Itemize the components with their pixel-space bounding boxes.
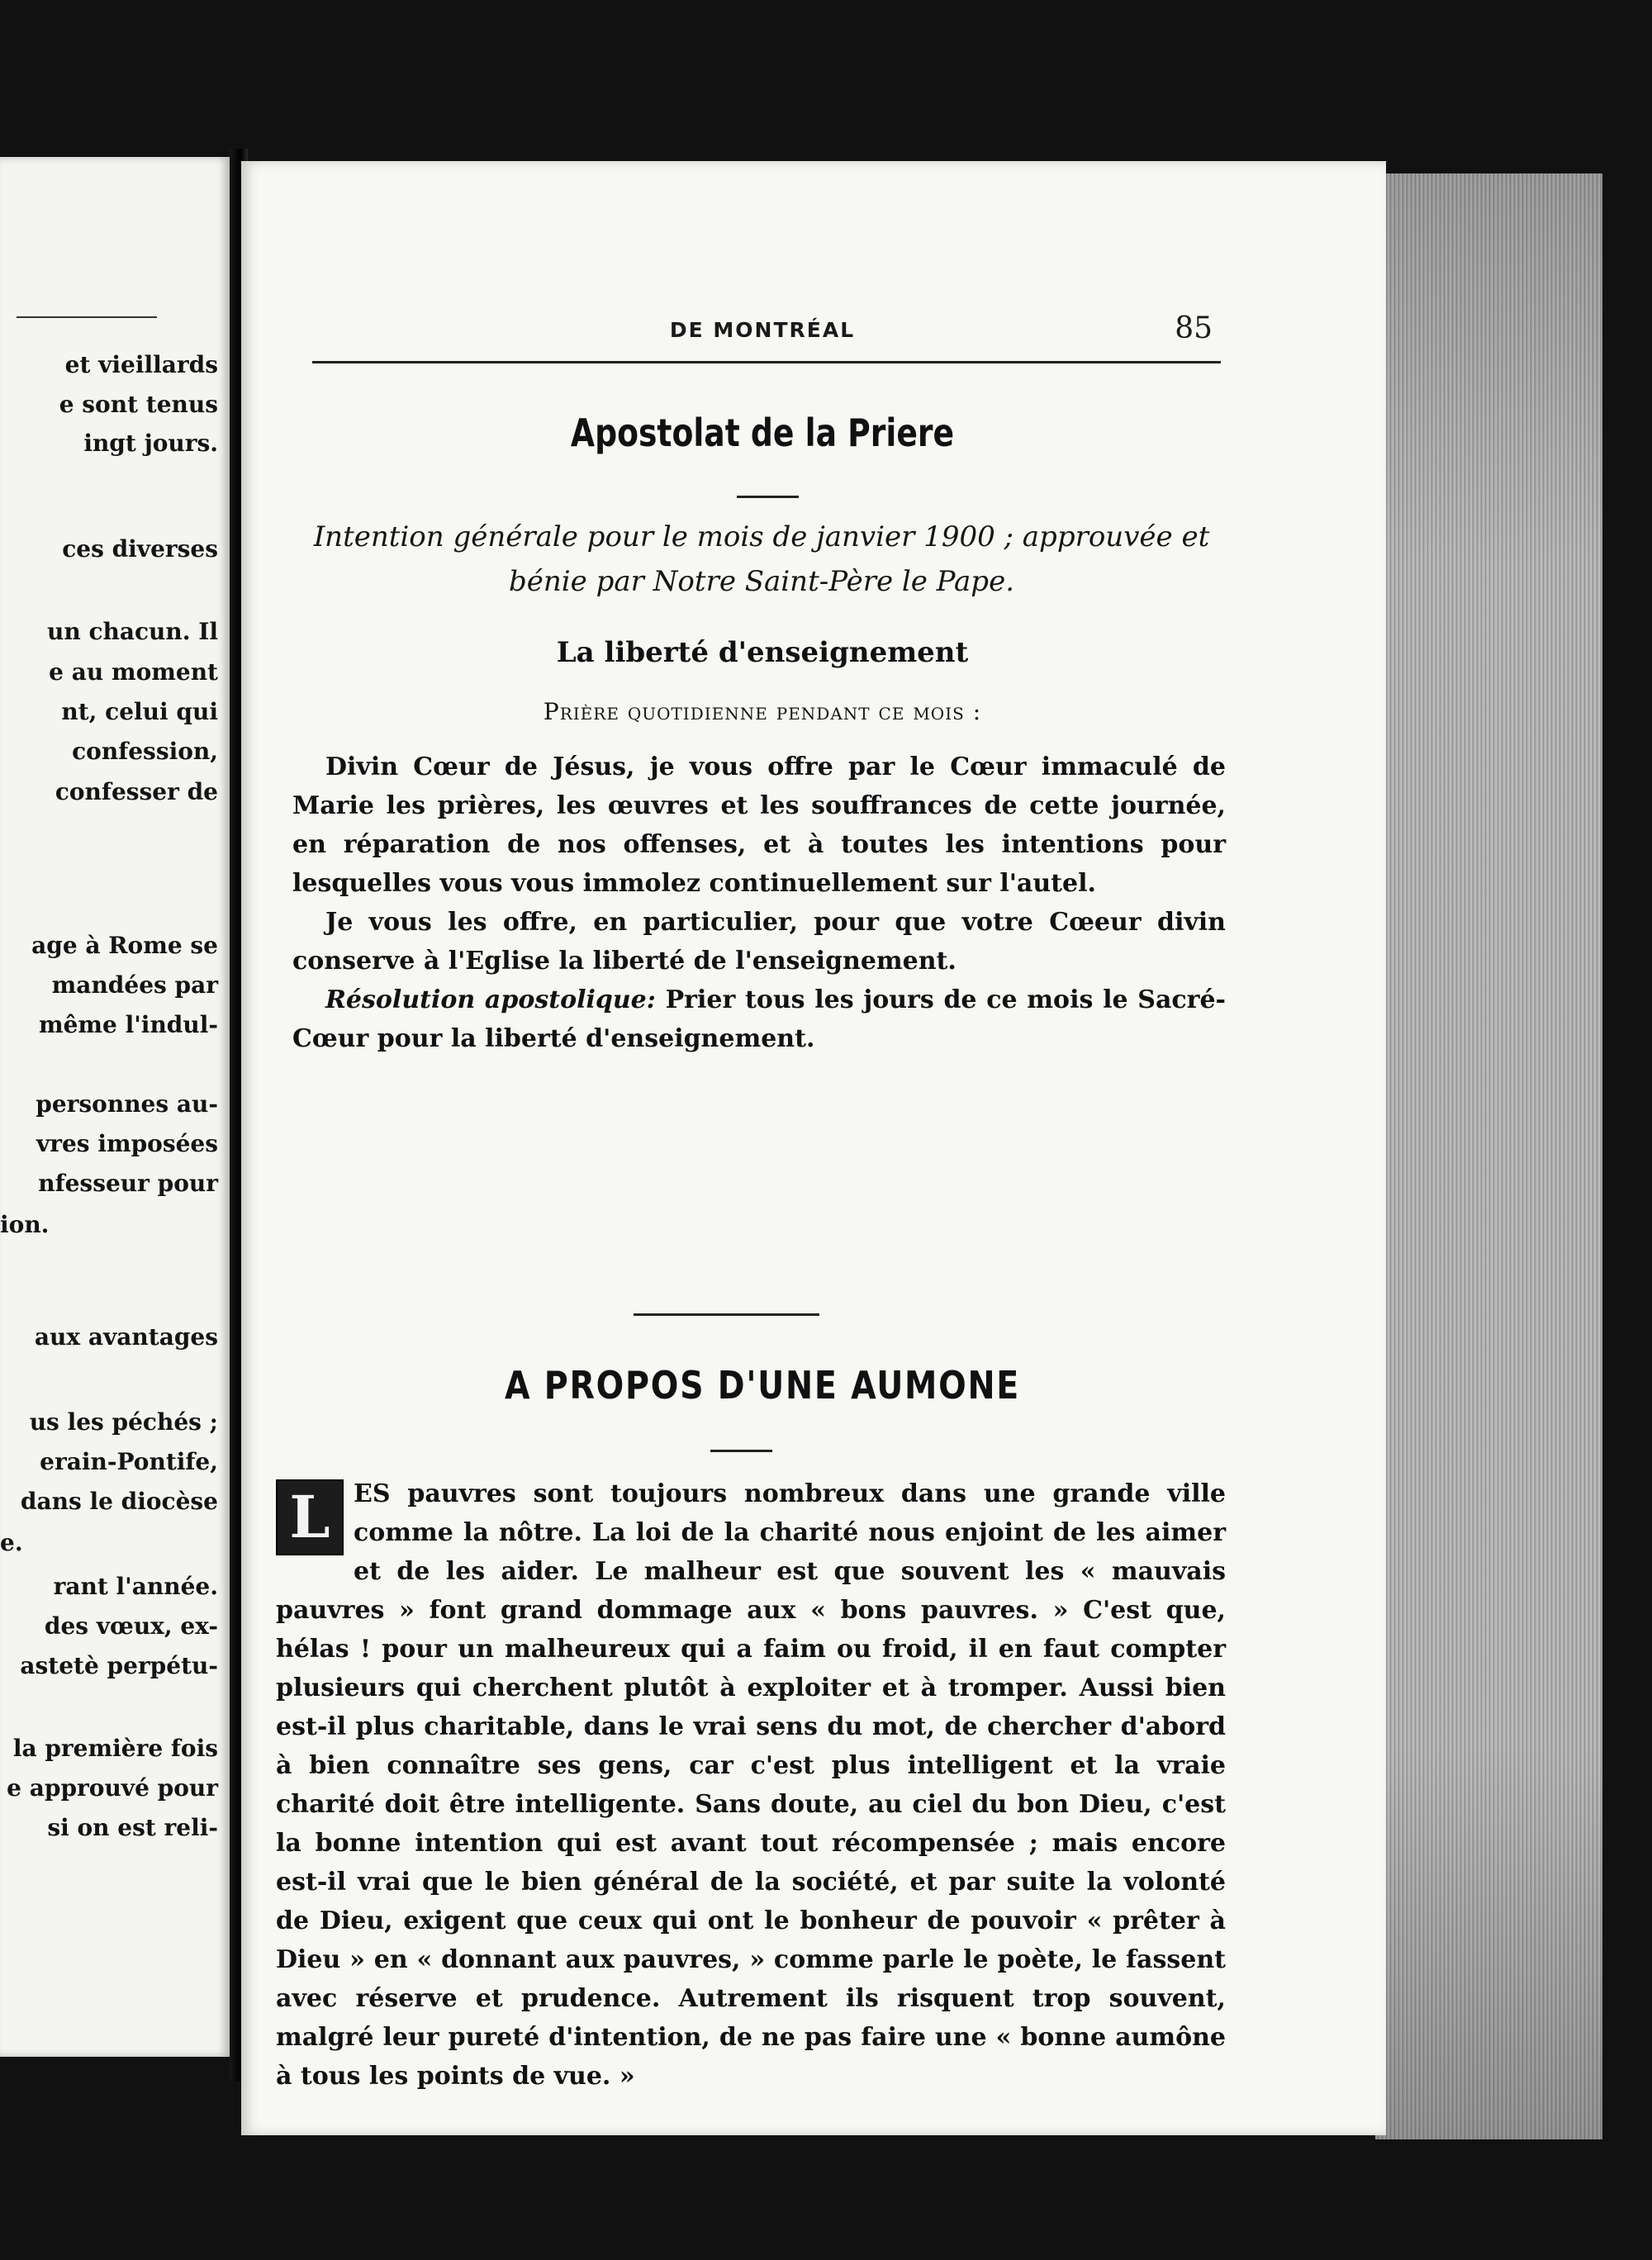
left-page-line: et vieillards	[64, 351, 218, 378]
first-word-rest: ES	[354, 1479, 391, 1508]
section-title-apostolat: Apostolat de la Priere	[570, 411, 955, 455]
running-title: DE MONTRÉAL	[669, 318, 856, 342]
left-page-line: des vœux, ex-	[44, 1612, 218, 1640]
left-page-line: ingt jours.	[83, 430, 218, 457]
left-page-line: e au moment	[49, 658, 218, 686]
left-facing-page	[0, 157, 230, 2057]
left-page-line: e.	[0, 1529, 23, 1556]
resolution-label: Résolution apostolique:	[325, 985, 656, 1014]
header-rule	[312, 361, 1221, 363]
prayer-heading: Prière quotidienne pendant ce mois :	[543, 698, 982, 725]
left-page-line: dans le diocèse	[20, 1488, 218, 1515]
left-page-rule	[17, 316, 157, 318]
section-title-aumone: A PROPOS D'UNE AUMONE	[504, 1363, 1021, 1408]
left-page-line: même l'indul-	[38, 1011, 218, 1038]
left-page-line: personnes au-	[36, 1090, 218, 1118]
left-page-line: un chacun. Il	[46, 618, 218, 645]
article-body	[276, 1474, 1226, 2096]
left-page-line: confesser de	[55, 778, 218, 805]
section-subtitle: La liberté d'enseignement	[556, 636, 969, 669]
main-page	[241, 161, 1386, 2135]
left-page-line: astetè perpétu-	[20, 1652, 218, 1679]
left-page-line: rant l'année.	[53, 1573, 218, 1600]
left-page-line: la première fois	[12, 1735, 218, 1762]
left-page-line: vres imposées	[36, 1130, 218, 1157]
left-page-line: age à Rome se	[31, 932, 218, 959]
drop-cap-letter: L	[276, 1479, 344, 1555]
left-page-line: ces diverses	[62, 535, 218, 563]
left-page-line: us les péchés ;	[29, 1408, 218, 1436]
intention-text: Intention générale pour le mois de janvier 1900 ; approuvée et bénie par Notre Saint-Père le Pape.	[313, 520, 1210, 598]
left-page-line: e sont tenus	[59, 391, 218, 418]
left-page-line: aux avantages	[34, 1323, 218, 1351]
prayer-paragraph: Divin Cœur de Jésus, je vous offre par le Cœur immaculé de Marie les prières, les œuvres et les souffrances de cette journée, en réparation de nos offenses, et à toutes les intentions pour lesquelles vous vous immolez continuellement sur l'autel.	[292, 753, 1226, 898]
title-underline-rule	[710, 1450, 772, 1452]
left-page-line: nt, celui qui	[61, 698, 218, 725]
left-page-line: confession,	[72, 738, 218, 765]
left-page-line: e approuvé pour	[7, 1774, 218, 1802]
resolution-text: Prier tous les jours de ce mois le Sacré-Cœur pour la liberté d'enseignement.	[292, 985, 1226, 1053]
prayer-body	[292, 748, 1226, 1058]
left-page-line: ion.	[0, 1211, 50, 1238]
page-edges-shade	[1375, 173, 1602, 2139]
resolution-paragraph	[292, 980, 1226, 1058]
left-page-line: si on est reli-	[47, 1814, 218, 1841]
left-page-line: nfesseur pour	[38, 1170, 218, 1197]
article-text: pauvres sont toujours nombreux dans une grande ville comme la nôtre. La loi de la charité nous enjoint de les aimer et de les aider. Le malheur est que souvent les « mauvais pauvres » font grand dommage aux « bons pauvres. » C'est que, hélas ! pour un malheureux qui a faim ou froid, il en faut compter plusieurs qui cherchent plutôt à exploiter et à tromper. Aussi bien est-il plus charitable, dans le vrai sens du mot, de chercher d'abord à bien connaître ses gens, car c'est plus intelligent et la vraie charité doit être intelligente. Sans doute, au ciel du bon Dieu, c'est la bonne intention qui est avant tout récompensée ; mais encore est-il vrai que le bien général de la société, et par suite la volonté de Dieu, exigent que ceux qui ont le bonheur de pouvoir « prêter à Dieu » en « donnant aux pauvres, » comme parle le poète, le fassent avec réserve et prudence. Autrement ils risquent trop souvent, malgré leur pureté d'intention, de ne pas faire une « bonne aumône à tous les points de vue. »	[276, 1479, 1226, 2091]
prayer-paragraph: Je vous les offre, en particulier, pour que votre Cœeur divin conserve à l'Eglise la liberté de l'enseignement.	[292, 908, 1226, 976]
page-number: 85	[1175, 311, 1213, 345]
running-head	[312, 311, 1213, 351]
title-underline-rule	[737, 496, 799, 498]
left-page-line: mandées par	[51, 971, 218, 999]
left-page-line: erain-Pontife,	[40, 1448, 218, 1475]
section-separator-rule	[634, 1313, 819, 1316]
